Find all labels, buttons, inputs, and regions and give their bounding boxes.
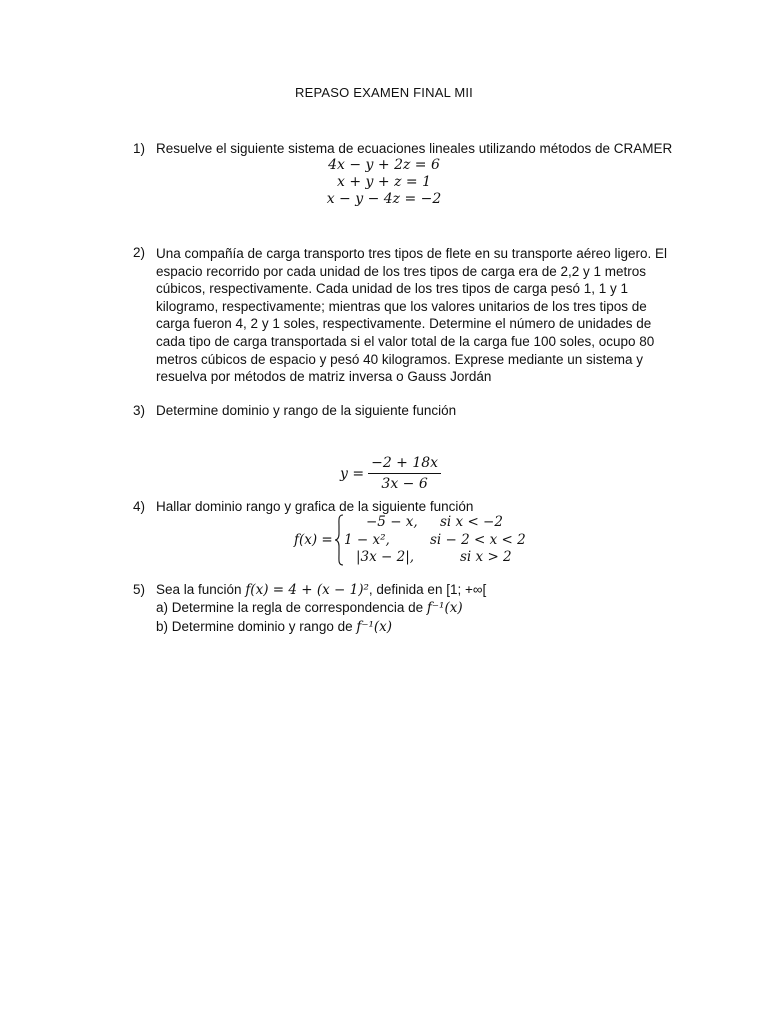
- q2-line: Una compañía de carga transporto tres tipos de flete en su transporte aéreo ligero. El: [156, 246, 668, 261]
- q4-piece-2-expr: 1 − x²,: [344, 532, 390, 548]
- q2-line: kilogramo, respectivamente; mientras que los valores unitarios de los tres tipos de: [156, 298, 647, 314]
- q5-part-b-text: b) Determine dominio y rango de: [156, 619, 357, 634]
- q5-prefix: Sea la función: [156, 582, 246, 597]
- document-title: REPASO EXAMEN FINAL MII: [295, 85, 473, 100]
- q2-line: metros cúbicos de espacio y pesó 40 kilogramos. Exprese mediante un sistema y: [156, 351, 643, 367]
- q2-line: cada tipo de carga transportada si el valor total de la carga fue 100 soles, ocupo 80: [156, 333, 655, 349]
- q1-text: Resuelve el siguiente sistema de ecuaciones lineales utilizando métodos de CRAMER: [156, 141, 673, 156]
- q3-number: 3): [133, 403, 146, 418]
- q5-function: f(x) = 4 + (x − 1)²: [245, 582, 369, 598]
- q5-part-a: [156, 600, 463, 616]
- q5-line: [156, 582, 486, 598]
- q5-suffix: , definida en [1; +∞[: [368, 582, 487, 597]
- q3-lhs: y =: [340, 465, 365, 482]
- q2-line: resuelva por métodos de matriz inversa o Gauss Jordán: [156, 369, 492, 385]
- q3-denominator: 3x − 6: [381, 476, 428, 492]
- q2-line: carga fueron 4, 2 y 1 soles, respectivamente. Determine el número de unidades de: [156, 316, 652, 332]
- q3-numerator: −2 + 18x: [368, 455, 441, 474]
- q4-piece-3-cond: si x > 2: [460, 549, 512, 565]
- q5-number: 5): [133, 582, 146, 597]
- q4-piece-3-expr: |3x − 2|,: [356, 549, 415, 565]
- q3-formula: [340, 455, 441, 492]
- q5-part-b: [156, 619, 392, 635]
- q2-line: espacio recorrido por cada unidad de los tres tipos de carga era de 2,2 y 1 metros: [156, 263, 647, 279]
- q2-number: 2): [133, 245, 146, 260]
- q1-number: 1): [133, 141, 146, 156]
- q5-part-b-math: f⁻¹(x): [356, 619, 393, 635]
- curly-brace-icon: [334, 514, 344, 566]
- q2-line: cúbicos, respectivamente. Cada unidad de los tres tipos de carga pesó 1, 1 y 1: [156, 281, 629, 297]
- q5-part-a-math: f⁻¹(x): [426, 600, 463, 616]
- q4-number: 4): [133, 499, 146, 514]
- q4-piece-1-expr: −5 − x,: [366, 514, 418, 530]
- q4-piece-1-cond: si x < −2: [440, 514, 503, 530]
- q3-fraction: [368, 455, 441, 492]
- q3-text: Determine dominio y rango de la siguiente función: [156, 403, 457, 418]
- q4-lhs: f(x) =: [294, 532, 333, 548]
- q4-piecewise: [294, 514, 534, 568]
- q2-paragraph: [156, 245, 668, 386]
- q1-equation-1: 4x − y + 2z = 6: [328, 157, 440, 173]
- q4-piece-2-cond: si − 2 < x < 2: [430, 532, 526, 548]
- q1-equation-2: x + y + z = 1: [337, 174, 431, 190]
- q4-text: Hallar dominio rango y grafica de la siguiente función: [156, 499, 474, 514]
- q1-equation-3: x − y − 4z = −2: [326, 191, 442, 207]
- q5-part-a-text: a) Determine la regla de correspondencia de: [156, 600, 427, 615]
